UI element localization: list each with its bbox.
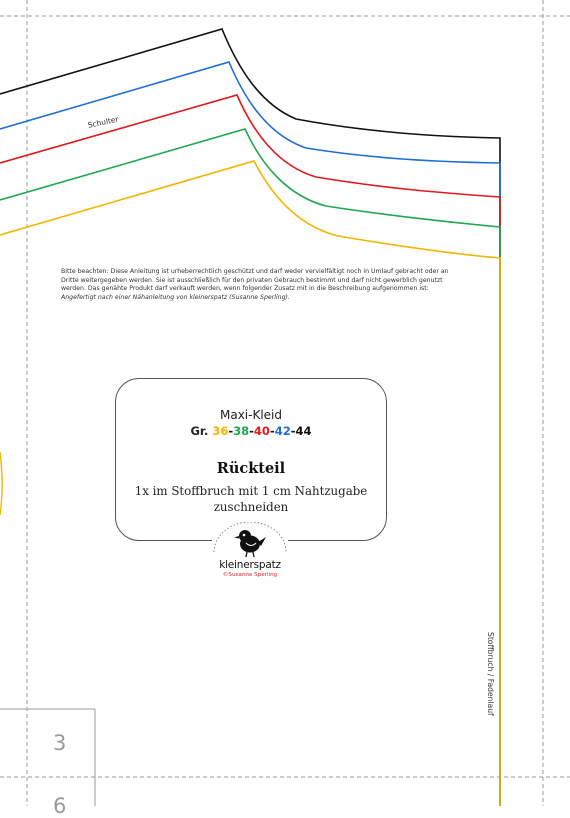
cut-instruction [116,483,386,515]
logo-copyright: ©Susanne Sperling [222,572,278,578]
page-number-current: 3 [53,731,67,755]
product-name: Maxi-Kleid [219,408,282,422]
size-separator: - [228,424,234,438]
side-remnant [0,452,2,515]
logo-name: kleinerspatz [219,559,281,571]
size-separator: - [249,424,254,438]
notice-line: Dritte weitergegeben werden. Sie ist ausschließlich für den privaten Gebrauch bestimmt und darf nicht gewerblich genutzt [61,276,443,284]
size-separator: - [269,424,275,438]
size-44: 44 [295,424,312,438]
copyright-notice [61,268,465,302]
size-36: 36 [212,424,229,438]
fold-line-label: Stoffbruch / Fadenlauf [486,632,495,716]
notice-line-attribution: Angefertigt nach einer Nähanleitung von kleinerspatz (Susanne Sperling). [61,293,290,301]
page-number-next: 6 [53,794,67,818]
size-42: 42 [274,424,291,438]
notice-line: werden. Das genähte Produkt darf verkauft werden, wenn folgender Zusatz mit in die Beschreibung aufgenommen ist: [61,285,429,293]
size-range [116,424,386,438]
shoulder-label: Schulter [87,114,120,130]
cut-instruction-line: zuschneiden [213,500,289,514]
notice-line: Bitte beachten: Diese Anleitung ist urheberrechtlich geschützt und darf weder vervielfältigt noch in Umlauf gebracht oder an [61,268,449,275]
size-38: 38 [233,424,250,438]
size-40: 40 [253,424,270,438]
size-separator: - [290,424,296,438]
pattern-info-card [115,378,387,541]
piece-name: Rückteil [216,460,286,477]
logo [212,522,288,580]
sparrow-icon [233,527,267,559]
size-list [212,424,311,438]
page-number-box [0,709,95,806]
cut-instruction-line: 1x im Stoffbruch mit 1 cm Nahtzugabe [134,484,368,498]
size-prefix: Gr. [190,424,209,438]
